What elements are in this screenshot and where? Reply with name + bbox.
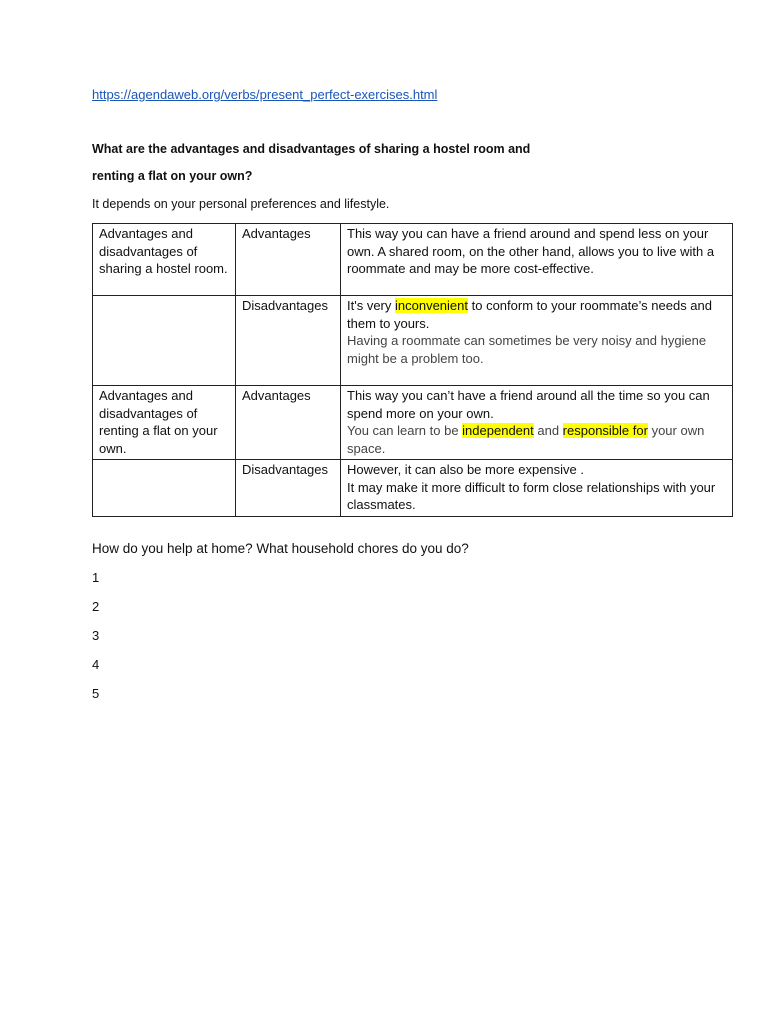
list-number: 3 bbox=[92, 628, 100, 643]
list-number: 5 bbox=[92, 686, 100, 701]
highlighted-word: independent bbox=[462, 423, 534, 438]
table-row bbox=[93, 386, 733, 460]
pros-cons-table bbox=[92, 223, 733, 517]
text-fragment: and bbox=[533, 423, 563, 438]
row-label-cell bbox=[93, 296, 236, 386]
row-label-cell: Advantages and disadvantages of sharing a hostel room. bbox=[93, 224, 236, 296]
chores-question: How do you help at home? What household chores do you do? bbox=[92, 541, 469, 556]
type-cell: Disadvantages bbox=[236, 296, 341, 386]
text-cell: This way you can have a friend around and spend less on your own. A shared room, on the other hand, allows you to live with a roommate and may be more cost-effective. bbox=[341, 224, 733, 296]
list-number: 4 bbox=[92, 657, 100, 672]
text-cell bbox=[341, 386, 733, 460]
intro-sentence: It depends on your personal preferences and lifestyle. bbox=[92, 197, 390, 211]
row-label-cell: Advantages and disadvantages of renting a flat on your own. bbox=[93, 386, 236, 460]
text-line: This way you can’t have a friend around all the time so you can spend more on your own. bbox=[347, 388, 710, 421]
table-row bbox=[93, 296, 733, 386]
table-row bbox=[93, 224, 733, 296]
text-fragment: to conform to your roommate’s needs and them to yours. bbox=[347, 298, 712, 331]
question-title-line-2: renting a flat on your own? bbox=[92, 169, 253, 183]
highlighted-word: responsible for bbox=[562, 423, 648, 438]
highlighted-word: inconvenient bbox=[395, 298, 468, 313]
list-number: 1 bbox=[92, 570, 100, 585]
text-line: Having a roommate can sometimes be very noisy and hygiene might be a problem too. bbox=[347, 333, 707, 366]
list-number: 2 bbox=[92, 599, 100, 614]
exercise-link[interactable]: https://agendaweb.org/verbs/present_perfect-exercises.html bbox=[92, 87, 438, 102]
text-fragment: It's very bbox=[347, 298, 395, 313]
table-row bbox=[93, 460, 733, 517]
text-cell bbox=[341, 460, 733, 517]
text-fragment: You can learn to be bbox=[347, 423, 463, 438]
text-line: It may make it more difficult to form close relationships with your classmates. bbox=[347, 479, 716, 512]
question-title-line-1: What are the advantages and disadvantages of sharing a hostel room and bbox=[92, 142, 531, 156]
type-cell: Disadvantages bbox=[236, 460, 341, 517]
text-cell bbox=[341, 296, 733, 386]
type-cell: Advantages bbox=[236, 386, 341, 460]
row-label-cell bbox=[93, 460, 236, 517]
type-cell: Advantages bbox=[236, 224, 341, 296]
text-fragment: your own space. bbox=[347, 423, 705, 456]
text-line: However, it can also be more expensive . bbox=[347, 462, 585, 477]
